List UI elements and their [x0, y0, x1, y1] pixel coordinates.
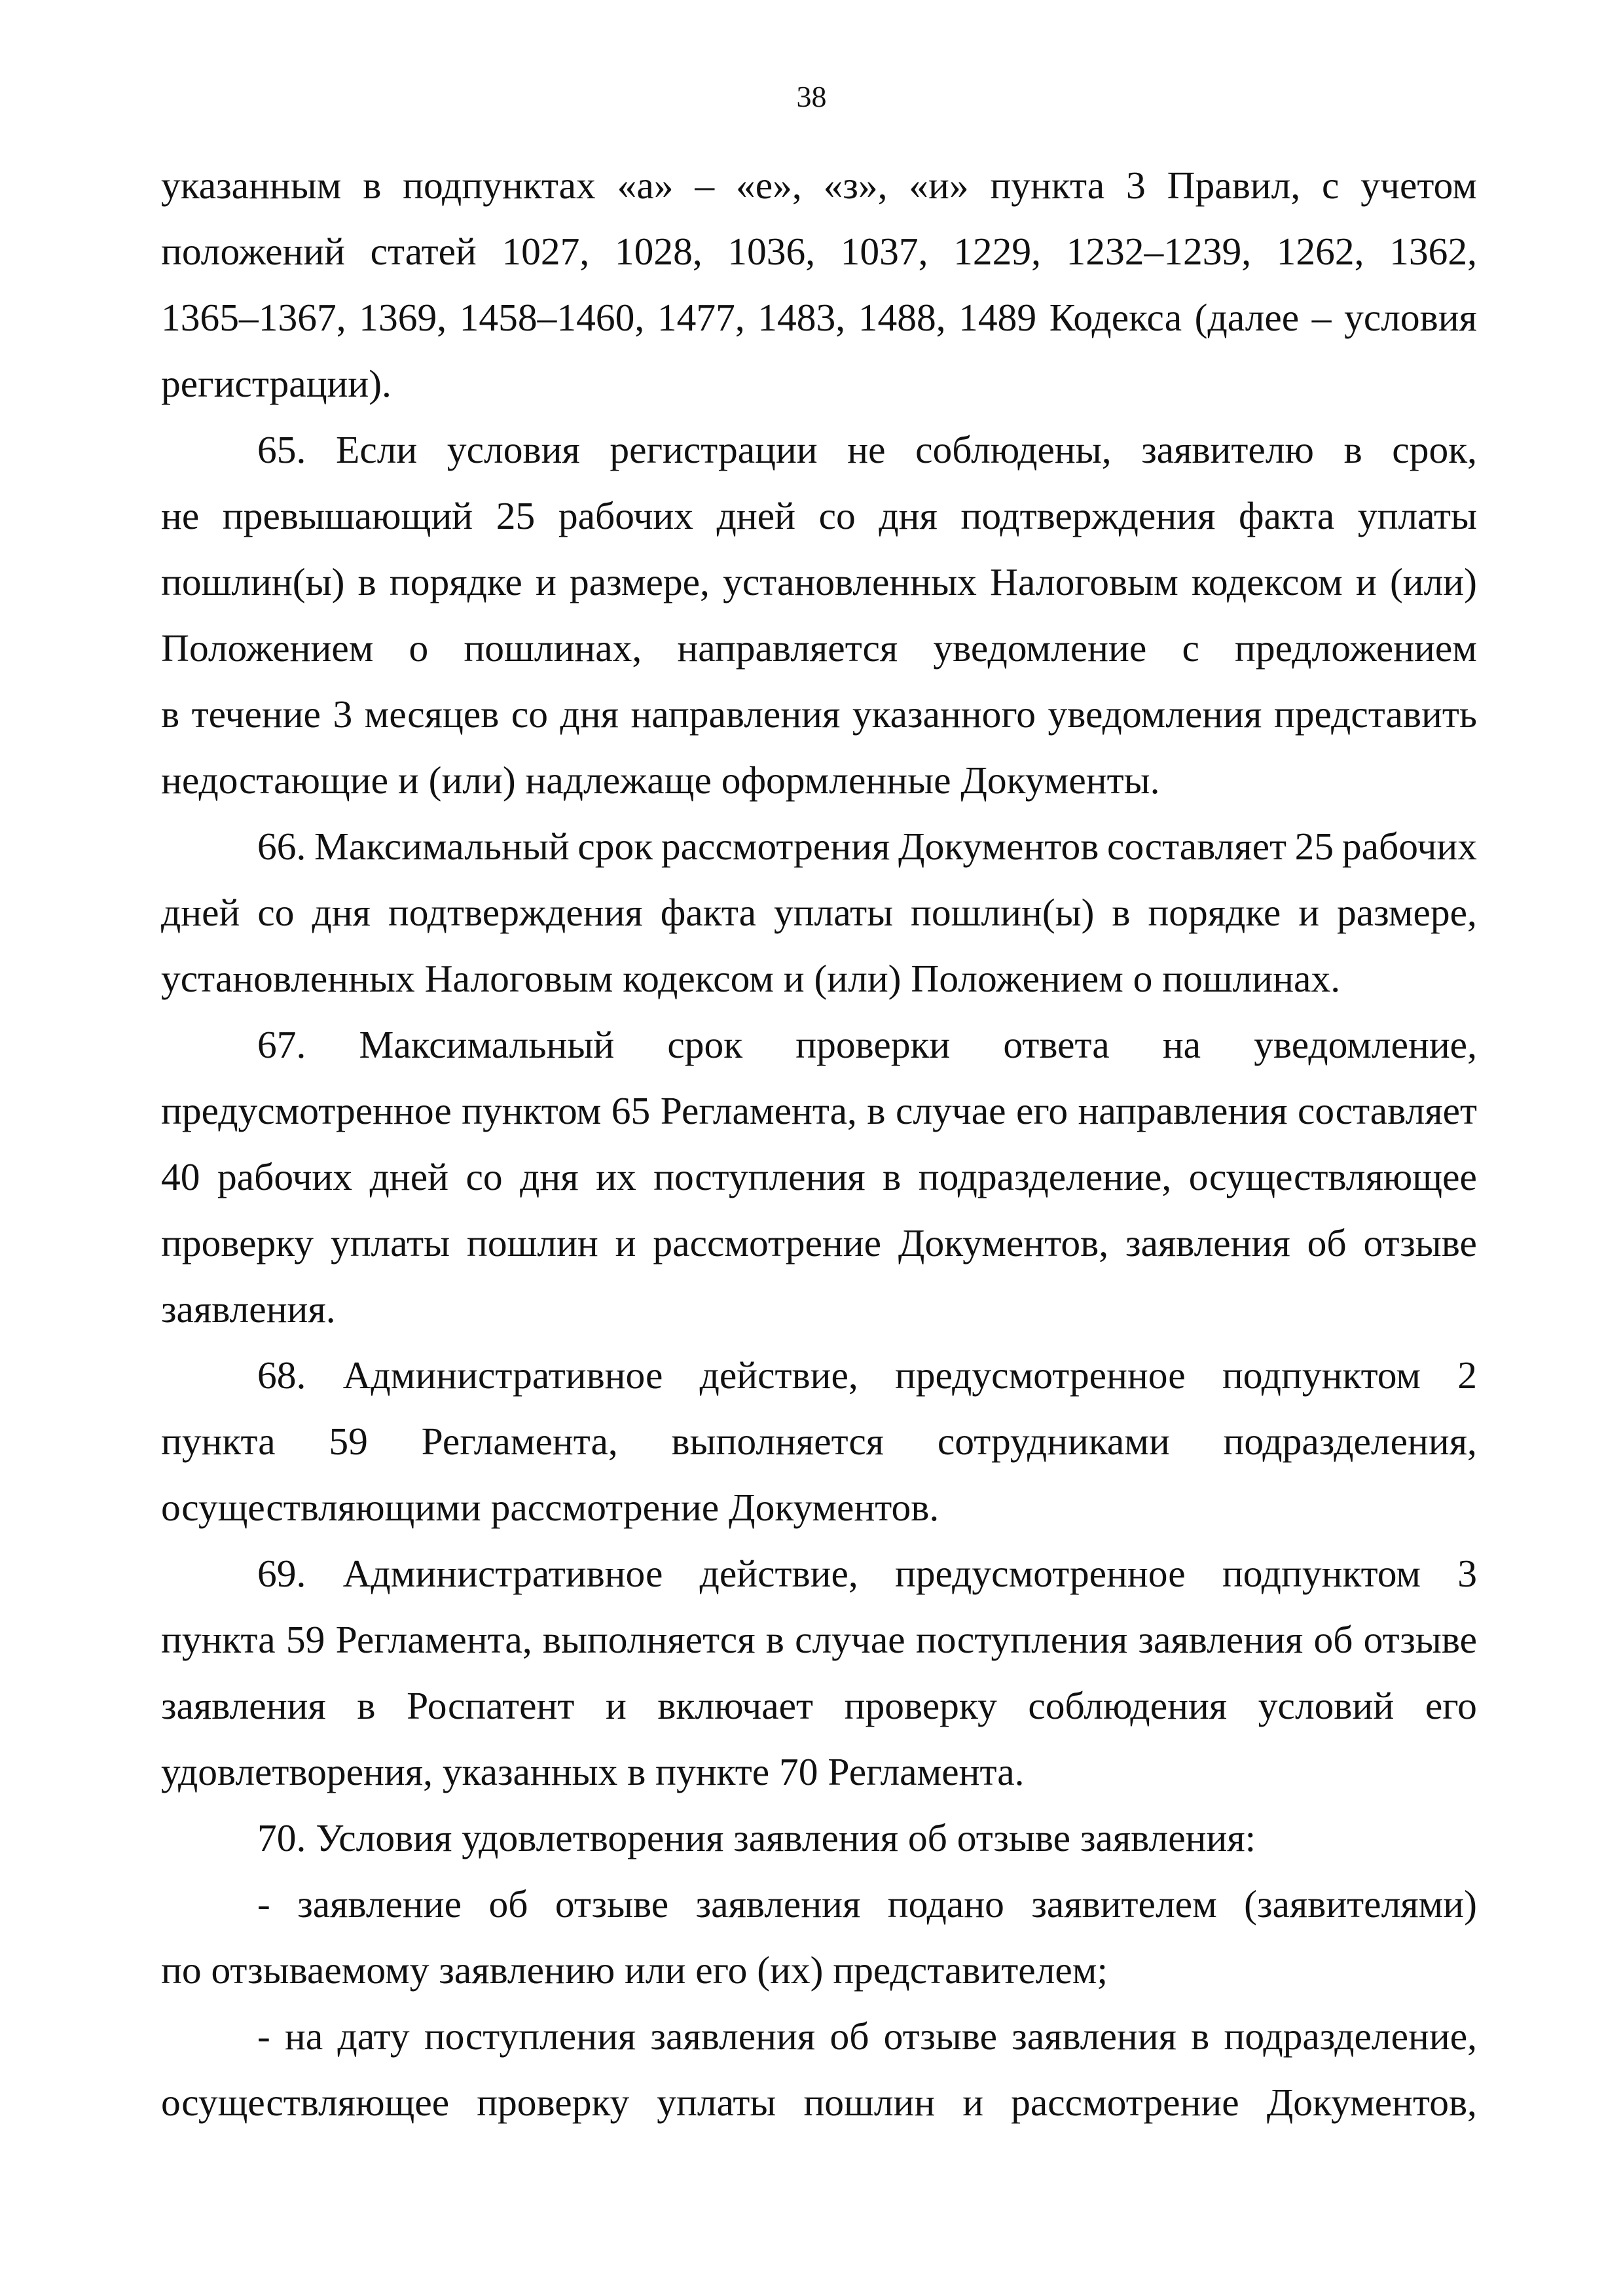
text-line: удовлетворения, указанных в пункте 70 Регламента.: [161, 1750, 1025, 1793]
word: дня: [560, 692, 619, 736]
word: предусмотренное: [161, 1089, 452, 1132]
word: заявления: [1138, 1618, 1304, 1661]
word: и: [1298, 891, 1320, 934]
word: не: [161, 494, 200, 537]
word: случае: [895, 1089, 1006, 1132]
word: срок,: [1392, 428, 1477, 471]
word: дня: [520, 1155, 579, 1198]
word: в: [161, 692, 180, 736]
text-line: [161, 549, 1477, 615]
word: подпунктом: [1222, 1354, 1421, 1397]
text-line: [161, 1144, 1477, 1210]
word: со: [511, 692, 548, 736]
word: направления: [1078, 1089, 1288, 1132]
word: превышающий: [222, 494, 473, 537]
word: –: [1311, 296, 1332, 339]
word: в: [883, 1155, 902, 1198]
word: предложением: [1235, 626, 1477, 670]
word: направляется: [677, 626, 898, 670]
word: поступления: [653, 1155, 866, 1198]
word: уплаты: [1357, 494, 1477, 537]
word: в: [765, 1618, 784, 1661]
word: 1369,: [359, 296, 447, 339]
word: и: [535, 560, 556, 603]
word: размере,: [1337, 891, 1477, 934]
word: составляет: [1107, 825, 1286, 868]
word: 1488,: [858, 296, 946, 339]
word: пошлин: [803, 2081, 936, 2124]
word: отзыве: [555, 1882, 669, 1926]
text-line: [161, 2070, 1477, 2136]
word: заявления: [695, 1882, 861, 1926]
word: 1458–1460,: [459, 296, 645, 339]
word: 40: [161, 1155, 200, 1198]
word: 1232–1239,: [1066, 230, 1252, 273]
word: Максимальный: [314, 825, 570, 868]
word: проверку: [844, 1684, 997, 1727]
word: 3: [333, 692, 353, 736]
word: Регламента,: [421, 1420, 618, 1463]
text-line: [161, 417, 1477, 483]
word: отзыве: [883, 2015, 998, 2058]
word: пункта: [990, 164, 1105, 207]
word: 69.: [257, 1552, 306, 1595]
word: пункта: [161, 1420, 276, 1463]
word: направления: [630, 692, 841, 736]
word: уведомление: [933, 626, 1147, 670]
word: проверку: [161, 1221, 314, 1265]
word: в: [363, 164, 382, 207]
word: подразделения,: [1223, 1420, 1477, 1463]
word: дней: [716, 494, 795, 537]
document-body: [161, 152, 1477, 2136]
word: предусмотренное: [894, 1552, 1186, 1595]
word: с: [1182, 626, 1199, 670]
word: -: [257, 2015, 270, 2058]
word: 67.: [257, 1023, 306, 1066]
word: пошлин(ы): [161, 560, 345, 603]
word: дня: [312, 891, 371, 934]
word: Налоговым: [990, 560, 1178, 603]
word: 2: [1457, 1354, 1477, 1397]
word: Регламента,: [660, 1089, 857, 1132]
word: уплаты: [330, 1221, 450, 1265]
word: Документов,: [898, 1221, 1109, 1265]
text-line: [161, 1012, 1477, 1078]
word: 1229,: [953, 230, 1041, 273]
word: заявителем: [1031, 1882, 1217, 1926]
word: дня: [879, 494, 938, 537]
word: действие,: [699, 1354, 858, 1397]
word: подразделение,: [1224, 2015, 1477, 2058]
word: –: [695, 164, 715, 207]
word: рассмотрение: [1011, 2081, 1239, 2124]
word: факта: [660, 891, 756, 934]
word: соблюдения: [1028, 1684, 1228, 1727]
text-line: недостающие и (или) надлежаще оформленные Документы.: [161, 759, 1160, 802]
word: поступления: [424, 2015, 636, 2058]
text-line: по отзываемому заявлению или его (их) представителем;: [161, 1948, 1108, 1992]
word: порядке: [1148, 891, 1281, 934]
word: подпунктах: [403, 164, 596, 207]
word: Если: [335, 428, 418, 471]
word: Правил,: [1167, 164, 1301, 207]
text-line: [161, 285, 1477, 351]
word: с: [1322, 164, 1340, 207]
word: срок: [577, 825, 653, 868]
word: установленных: [723, 560, 977, 603]
word: пункта: [161, 1618, 276, 1661]
word: 66.: [257, 825, 306, 868]
word: 25: [496, 494, 536, 537]
word: условия: [447, 428, 580, 471]
word: (или): [1389, 560, 1477, 603]
word: и: [605, 1684, 627, 1727]
word: не: [847, 428, 886, 471]
word: Максимальный: [359, 1023, 615, 1066]
word: осуществляющее: [161, 2081, 450, 2124]
word: «з»,: [823, 164, 888, 207]
word: подпунктом: [1222, 1552, 1421, 1595]
text-line: [161, 219, 1477, 285]
word: подтверждения: [388, 891, 643, 934]
word: статей: [370, 230, 477, 273]
word: «а»: [617, 164, 674, 207]
text-line: 70. Условия удовлетворения заявления об отзыве заявления:: [257, 1816, 1256, 1859]
word: на: [285, 2015, 323, 2058]
word: кодексом: [1191, 560, 1343, 603]
word: факта: [1239, 494, 1335, 537]
word: их: [596, 1155, 636, 1198]
word: рассмотрения: [661, 825, 890, 868]
word: пунктом: [462, 1089, 602, 1132]
text-line: установленных Налоговым кодексом и (или) Положением о пошлинах.: [161, 957, 1341, 1000]
word: 3: [1457, 1552, 1477, 1595]
word: заявления: [650, 2015, 816, 2058]
word: пошлинах,: [464, 626, 642, 670]
word: учетом: [1360, 164, 1477, 207]
word: отзыве: [1363, 1618, 1477, 1661]
word: 65: [611, 1089, 651, 1132]
word: 1036,: [727, 230, 816, 273]
text-line: [161, 880, 1477, 946]
text-line: [161, 152, 1477, 219]
word: дней: [161, 891, 240, 934]
word: (заявителями): [1244, 1882, 1477, 1926]
word: Кодекса: [1049, 296, 1182, 339]
word: положений: [161, 230, 346, 273]
word: 1489: [958, 296, 1037, 339]
word: 1483,: [757, 296, 846, 339]
word: в: [1191, 2015, 1210, 2058]
word: подразделение,: [918, 1155, 1172, 1198]
word: 59: [329, 1420, 368, 1463]
word: выполняется: [542, 1618, 756, 1661]
word: пошлин: [466, 1221, 598, 1265]
word: со: [465, 1155, 503, 1198]
word: течение: [191, 692, 321, 736]
word: Административное: [342, 1354, 663, 1397]
word: предусмотренное: [894, 1354, 1186, 1397]
word: и: [1355, 560, 1377, 603]
word: осуществляющее: [1188, 1155, 1477, 1198]
word: уведомления: [1048, 692, 1262, 736]
word: уведомление,: [1254, 1023, 1477, 1066]
text-line: [161, 814, 1477, 880]
word: об: [1313, 1618, 1353, 1661]
word: рабочих: [558, 494, 694, 537]
text-line: заявления.: [161, 1287, 336, 1331]
word: размере,: [569, 560, 710, 603]
word: 25: [1294, 825, 1334, 868]
word: 1365–1367,: [161, 296, 346, 339]
word: указанным: [161, 164, 342, 207]
text-line: [161, 681, 1477, 747]
word: «е»,: [735, 164, 802, 207]
word: соблюдены,: [915, 428, 1112, 471]
text-line: [161, 1607, 1477, 1673]
text-line: [161, 2003, 1477, 2070]
text-line: регистрации).: [161, 362, 392, 405]
word: 68.: [257, 1354, 306, 1397]
word: заявления: [1125, 1221, 1290, 1265]
word: и: [962, 2081, 984, 2124]
word: Положением: [161, 626, 374, 670]
text-line: [161, 1541, 1477, 1607]
word: случае: [795, 1618, 905, 1661]
word: ответа: [1003, 1023, 1110, 1066]
word: месяцев: [364, 692, 500, 736]
word: 65.: [257, 428, 306, 471]
page-number: 38: [796, 80, 827, 113]
word: 1362,: [1389, 230, 1477, 273]
word: заявления: [1012, 2015, 1176, 2058]
word: отзыве: [1363, 1221, 1477, 1265]
word: представить: [1273, 692, 1477, 736]
word: выполняется: [671, 1420, 884, 1463]
text-line: [161, 1078, 1477, 1144]
word: (далее: [1194, 296, 1300, 339]
word: в: [1343, 428, 1362, 471]
text-line: [161, 1871, 1477, 1937]
word: в: [357, 560, 376, 603]
word: Административное: [342, 1552, 663, 1595]
word: заявителю: [1141, 428, 1314, 471]
text-line: осуществляющими рассмотрение Документов.: [161, 1486, 939, 1529]
text-line: [161, 483, 1477, 549]
word: поступления: [915, 1618, 1128, 1661]
word: со: [818, 494, 856, 537]
word: 1037,: [840, 230, 928, 273]
word: включает: [657, 1684, 814, 1727]
word: условий: [1258, 1684, 1395, 1727]
word: порядке: [389, 560, 522, 603]
word: 1027,: [501, 230, 590, 273]
word: 1262,: [1276, 230, 1364, 273]
word: 1477,: [657, 296, 745, 339]
word: его: [1425, 1684, 1477, 1727]
word: и: [615, 1221, 636, 1265]
word: 3: [1125, 164, 1146, 207]
word: заявление: [297, 1882, 462, 1926]
word: «и»: [909, 164, 969, 207]
word: заявления: [161, 1684, 326, 1727]
word: об: [830, 2015, 869, 2058]
word: дней: [369, 1155, 449, 1198]
word: Роспатент: [407, 1684, 575, 1727]
word: его: [1016, 1089, 1068, 1132]
word: проверку: [477, 2081, 630, 2124]
word: проверки: [795, 1023, 951, 1066]
word: в: [867, 1089, 886, 1132]
word: срок: [667, 1023, 743, 1066]
word: со: [257, 891, 295, 934]
word: на: [1162, 1023, 1201, 1066]
word: подтверждения: [960, 494, 1216, 537]
word: Документов: [898, 825, 1099, 868]
text-line: [161, 1210, 1477, 1276]
word: 1028,: [614, 230, 702, 273]
word: -: [257, 1882, 270, 1926]
word: рабочих: [1341, 825, 1477, 868]
text-line: [161, 1673, 1477, 1739]
word: регистрации: [610, 428, 818, 471]
word: в: [1112, 891, 1131, 934]
word: рассмотрение: [653, 1221, 881, 1265]
word: об: [488, 1882, 528, 1926]
word: Регламента,: [335, 1618, 532, 1661]
word: о: [409, 626, 429, 670]
text-line: [161, 1408, 1477, 1475]
word: сотрудниками: [937, 1420, 1170, 1463]
word: подано: [887, 1882, 1004, 1926]
word: дату: [337, 2015, 410, 2058]
word: об: [1307, 1221, 1347, 1265]
word: уплаты: [773, 891, 894, 934]
text-line: [161, 615, 1477, 681]
word: указанного: [852, 692, 1036, 736]
word: рабочих: [217, 1155, 353, 1198]
word: пошлин(ы): [911, 891, 1095, 934]
word: действие,: [699, 1552, 858, 1595]
word: 59: [285, 1618, 325, 1661]
word: Документов,: [1266, 2081, 1477, 2124]
word: уплаты: [657, 2081, 776, 2124]
word: составляет: [1298, 1089, 1477, 1132]
text-line: [161, 1342, 1477, 1408]
word: в: [357, 1684, 376, 1727]
word: условия: [1344, 296, 1477, 339]
